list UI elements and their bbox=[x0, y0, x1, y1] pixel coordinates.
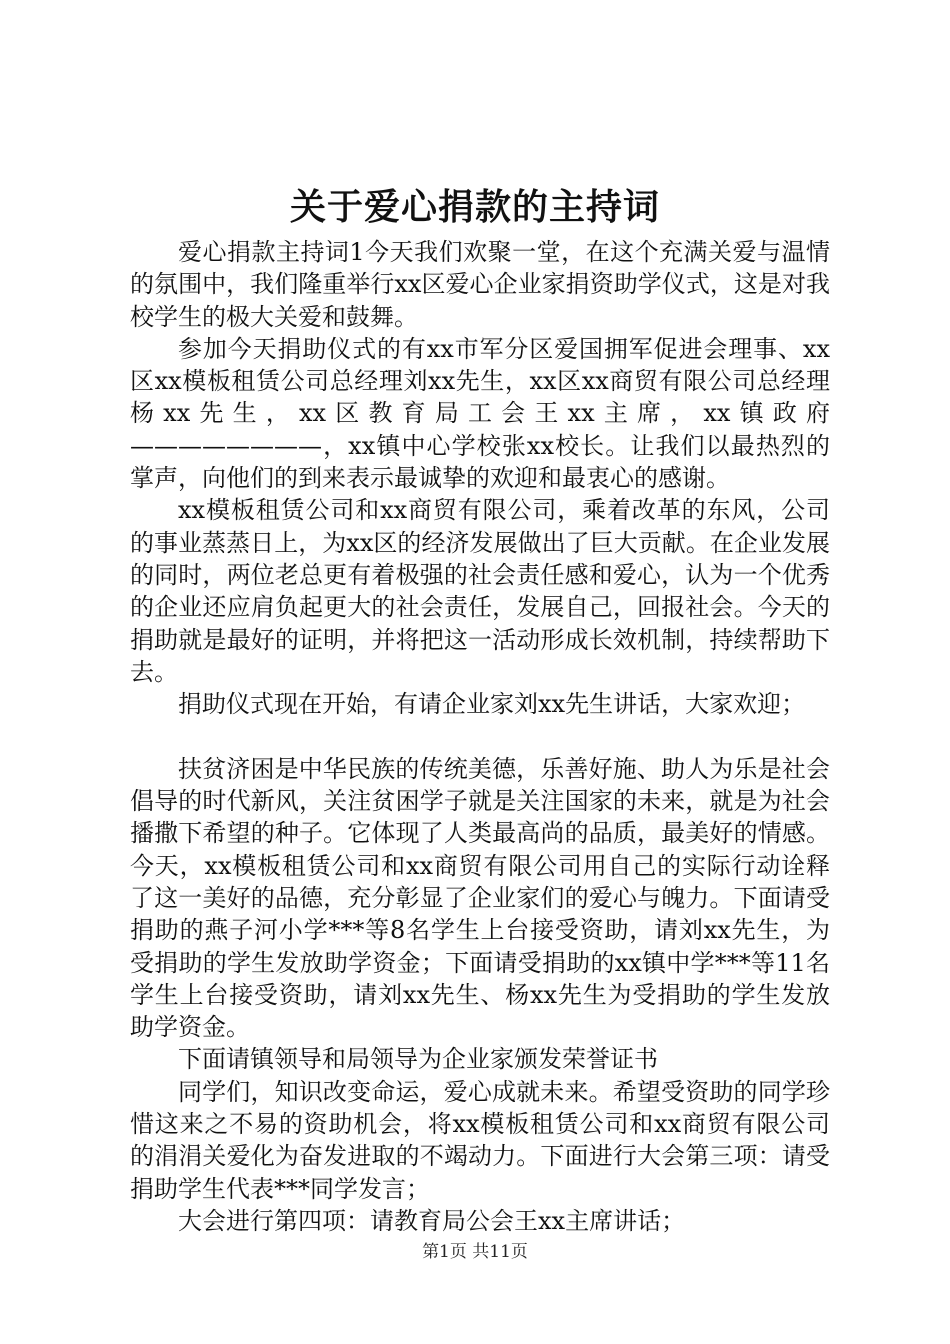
document-body bbox=[130, 236, 830, 1237]
paragraph-companies: xx模板租赁公司和xx商贸有限公司，乘着改革的东风，公司的事业蒸蒸日上，为xx区的经济发展做出了巨大贡献。在企业发展的同时，两位老总更有着极强的社会责任感和爱心，认为一个优秀的企业还应肩负起更大的社会责任，发展自己，回报社会。今天的捐助就是最好的证明，并将把这一活动形成长效机制，持续帮助下去。 bbox=[130, 496, 830, 686]
paragraph-students: 同学们，知识改变命运，爱心成就未来。希望受资助的同学珍惜这来之不易的资助机会，将xx模板租赁公司和xx商贸有限公司的涓涓关爱化为奋发进取的不竭动力。下面进行大会第三项：请受捐助学生代表***同学发言； bbox=[130, 1077, 830, 1203]
paragraph-guests: 参加今天捐助仪式的有xx市军分区爱国拥军促进会理事、xx区xx模板租赁公司总经理刘xx先生，xx区xx商贸有限公司总经理杨xx先生，xx区教育局工会王xx主席，xx镇政府————————，xx镇中心学校张xx校长。让我们以最热烈的掌声，向他们的到来表示最诚挚的欢迎和最衷心的感谢。 bbox=[130, 334, 830, 493]
paragraph-virtue: 扶贫济困是中华民族的传统美德，乐善好施、助人为乐是社会倡导的时代新风，关注贫困学子就是关注国家的未来，就是为社会播撒下希望的种子。它体现了人类最高尚的品质，最美好的情感。今天，xx模板租赁公司和xx商贸有限公司用自己的实际行动诠释了这一美好的品德，充分彰显了企业家们的爱心与魄力。下面请受捐助的燕子河小学***等8名学生上台接受资助，请刘xx先生，为受捐助的学生发放助学资金；下面请受捐助的xx镇中学***等11名学生上台接受资助，请刘xx先生、杨xx先生为受捐助的学生发放助学资金。 bbox=[130, 754, 830, 1042]
paragraph-ceremony-start: 捐助仪式现在开始，有请企业家刘xx先生讲话，大家欢迎； bbox=[178, 690, 806, 719]
paragraph-certificates: 下面请镇领导和局领导为企业家颁发荣誉证书 bbox=[178, 1045, 658, 1074]
blank-line bbox=[130, 720, 830, 752]
document-title: 关于爱心捐款的主持词 bbox=[289, 187, 660, 228]
paragraph-opening: 爱心捐款主持词1今天我们欢聚一堂，在这个充满关爱与温情的氛围中，我们隆重举行xx区爱心企业家捐资助学仪式，这是对我校学生的极大关爱和鼓舞。 bbox=[130, 238, 830, 331]
paragraph-item-four: 大会进行第四项：请教育局公会王xx主席讲话； bbox=[178, 1206, 686, 1235]
page-indicator: 第1页 共11页 bbox=[422, 1242, 528, 1262]
